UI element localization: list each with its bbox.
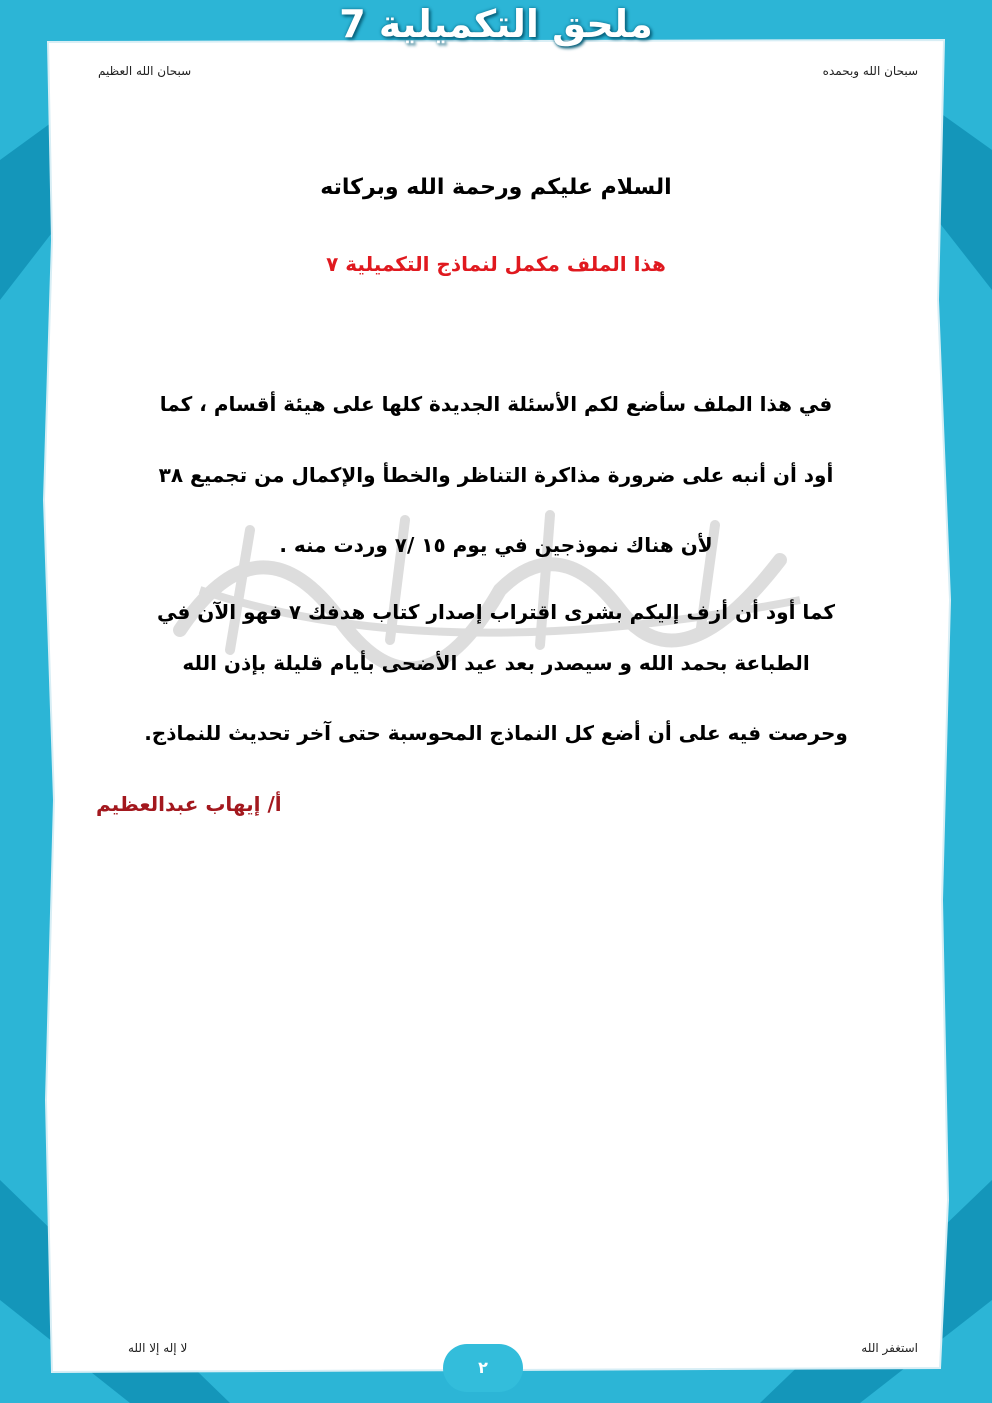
body-line: أود أن أنبه على ضرورة مذاكرة التناظر والخطأ والإكمال من تجميع ٣٨: [158, 463, 834, 487]
body-line: كما أود أن أزف إليكم بشرى اقتراب إصدار كتاب هدفك ٧ فهو الآن في: [157, 600, 835, 624]
greeting: السلام عليكم ورحمة الله وبركاته: [320, 175, 672, 200]
body-line: لأن هناك نموذجين في يوم ١٥ /٧ وردت منه .: [279, 533, 713, 557]
body-line: الطباعة بحمد الله و سيصدر بعد عيد الأضحى بأيام قليلة بإذن الله: [182, 651, 810, 675]
banner: [0, 0, 992, 50]
banner-title: ملحق التكميلية 7: [339, 2, 653, 46]
signature: أ/ إيهاب عبدالعظيم: [96, 792, 282, 816]
footer-right-text: استغفر الله: [861, 1341, 918, 1355]
footer-left-text: لا إله إلا الله: [128, 1341, 188, 1355]
body-line: في هذا الملف سأضع لكم الأسئلة الجديدة كلها على هيئة أقسام ، كما: [159, 392, 833, 416]
watermark-calligraphy: [140, 470, 840, 670]
header-left-text: سبحان الله العظيم: [98, 64, 192, 78]
header-right-text: سبحان الله وبحمده: [822, 64, 918, 78]
subtitle: هذا الملف مكمل لنماذج التكميلية ٧: [326, 252, 666, 276]
page-number: ٢: [443, 1344, 523, 1392]
body-line: وحرصت فيه على أن أضع كل النماذج المحوسبة حتى آخر تحديث للنماذج.: [144, 721, 848, 745]
